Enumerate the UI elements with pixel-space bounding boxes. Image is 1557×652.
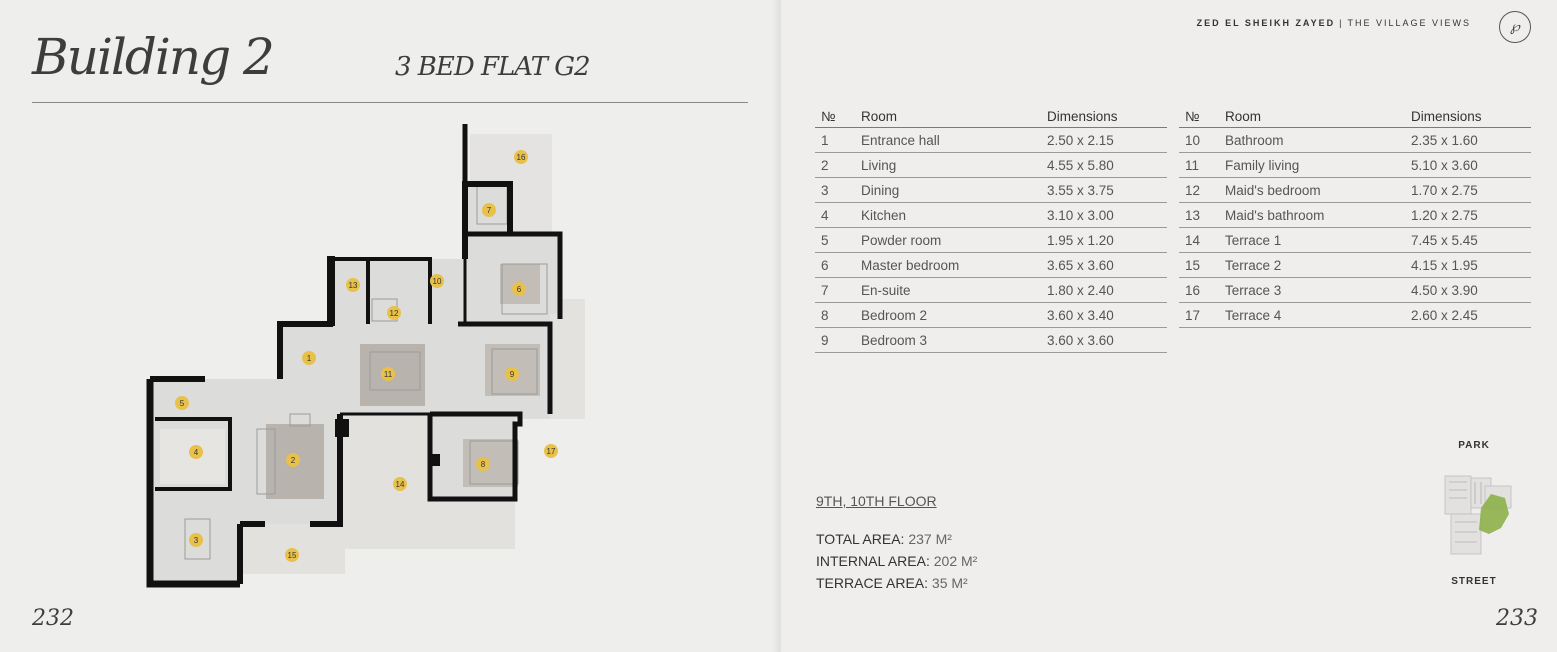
room-marker-8	[476, 457, 490, 471]
table-header-row	[1179, 104, 1531, 128]
svg-text:12: 12	[389, 309, 399, 318]
room-dimensions: 1.95 x 1.20	[1041, 228, 1167, 253]
page-title: Building 2	[32, 28, 273, 86]
room-name: Powder room	[855, 228, 1041, 253]
floor-label: 9TH, 10TH FLOOR	[816, 493, 937, 509]
room-number: 14	[1179, 228, 1219, 253]
room-dimensions: 1.20 x 2.75	[1405, 203, 1531, 228]
table-row	[815, 228, 1167, 253]
room-dimensions: 3.55 x 3.75	[1041, 178, 1167, 203]
svg-text:15: 15	[287, 551, 297, 560]
room-name: Family living	[1219, 153, 1405, 178]
room-name: Terrace 2	[1219, 253, 1405, 278]
table-row	[1179, 178, 1531, 203]
svg-text:16: 16	[516, 153, 526, 162]
room-marker-6	[512, 282, 526, 296]
table-row	[1179, 228, 1531, 253]
room-number: 2	[815, 153, 855, 178]
internal-area: INTERNAL AREA: 202 M²	[816, 553, 978, 569]
room-number: 8	[815, 303, 855, 328]
svg-text:4: 4	[193, 448, 199, 457]
svg-text:6: 6	[516, 285, 522, 294]
room-dimensions: 7.45 x 5.45	[1405, 228, 1531, 253]
room-name: Terrace 1	[1219, 228, 1405, 253]
flat-type-title: 3 BED FLAT G2	[395, 52, 590, 82]
room-marker-5	[175, 396, 189, 410]
svg-text:8: 8	[480, 460, 486, 469]
room-dimensions: 3.60 x 3.40	[1041, 303, 1167, 328]
room-marker-12	[387, 306, 401, 320]
svg-text:13: 13	[348, 281, 358, 290]
table-row	[1179, 203, 1531, 228]
room-dimensions: 3.65 x 3.60	[1041, 253, 1167, 278]
room-dimensions: 4.55 x 5.80	[1041, 153, 1167, 178]
room-dimensions: 2.35 x 1.60	[1405, 128, 1531, 153]
room-marker-2	[286, 453, 300, 467]
room-dimensions: 3.60 x 3.60	[1041, 328, 1167, 353]
room-dimensions: 2.60 x 2.45	[1405, 303, 1531, 328]
room-number: 1	[815, 128, 855, 153]
room-number: 4	[815, 203, 855, 228]
svg-text:3: 3	[193, 536, 199, 545]
room-number: 3	[815, 178, 855, 203]
room-marker-16	[514, 150, 528, 164]
brand-name: ZED EL SHEIKH ZAYED	[1196, 18, 1336, 28]
room-marker-17	[544, 444, 558, 458]
page-number-right: 233	[1496, 606, 1538, 631]
room-table-left	[815, 104, 1167, 353]
room-number: 6	[815, 253, 855, 278]
col-no: №	[815, 104, 855, 128]
room-name: Kitchen	[855, 203, 1041, 228]
right-page	[781, 0, 1557, 652]
col-dimensions: Dimensions	[1405, 104, 1531, 128]
table-row	[1179, 278, 1531, 303]
table-row	[815, 128, 1167, 153]
page-number-left: 232	[32, 606, 74, 631]
key-plan	[1431, 438, 1531, 588]
table-row	[1179, 153, 1531, 178]
room-dimensions: 5.10 x 3.60	[1405, 153, 1531, 178]
svg-text:2: 2	[290, 456, 296, 465]
room-number: 13	[1179, 203, 1219, 228]
svg-text:10: 10	[432, 277, 442, 286]
brand-header	[1197, 18, 1471, 28]
room-number: 17	[1179, 303, 1219, 328]
brand-separator: |	[1339, 18, 1344, 28]
svg-text:14: 14	[395, 480, 405, 489]
room-dimensions: 2.50 x 2.15	[1041, 128, 1167, 153]
room-marker-1	[302, 351, 316, 365]
table-row	[1179, 128, 1531, 153]
svg-text:7: 7	[486, 206, 492, 215]
svg-text:11: 11	[383, 370, 393, 379]
room-number: 10	[1179, 128, 1219, 153]
area-summary	[816, 528, 977, 594]
room-number: 15	[1179, 253, 1219, 278]
room-marker-4	[189, 445, 203, 459]
table-header-row	[815, 104, 1167, 128]
room-number: 7	[815, 278, 855, 303]
room-table-right	[1179, 104, 1531, 328]
table-row	[815, 278, 1167, 303]
col-room: Room	[1219, 104, 1405, 128]
room-name: Dining	[855, 178, 1041, 203]
table-row	[815, 203, 1167, 228]
room-number: 12	[1179, 178, 1219, 203]
title-divider	[32, 102, 748, 103]
total-area: TOTAL AREA: 237 M²	[816, 531, 952, 547]
room-marker-14	[393, 477, 407, 491]
room-marker-15	[285, 548, 299, 562]
brand-logo: ℘	[1499, 11, 1531, 43]
project-name: THE VILLAGE VIEWS	[1347, 18, 1471, 28]
room-marker-7	[482, 203, 496, 217]
svg-text:17: 17	[546, 447, 556, 456]
terrace-area: TERRACE AREA: 35 M²	[816, 575, 968, 591]
room-dimensions: 4.50 x 3.90	[1405, 278, 1531, 303]
room-name: Bathroom	[1219, 128, 1405, 153]
room-number: 11	[1179, 153, 1219, 178]
table-row	[815, 303, 1167, 328]
room-dimensions: 4.15 x 1.95	[1405, 253, 1531, 278]
room-dimensions: 1.80 x 2.40	[1041, 278, 1167, 303]
room-dimensions: 1.70 x 2.75	[1405, 178, 1531, 203]
svg-text:1: 1	[306, 354, 312, 363]
col-room: Room	[855, 104, 1041, 128]
room-dimensions: 3.10 x 3.00	[1041, 203, 1167, 228]
key-plan-park-label: PARK	[1458, 440, 1490, 451]
room-marker-11	[381, 367, 395, 381]
room-marker-13	[346, 278, 360, 292]
svg-text:9: 9	[509, 370, 515, 379]
room-name: Terrace 4	[1219, 303, 1405, 328]
room-name: Maid's bedroom	[1219, 178, 1405, 203]
room-name: Terrace 3	[1219, 278, 1405, 303]
room-name: Maid's bathroom	[1219, 203, 1405, 228]
table-row	[815, 153, 1167, 178]
room-name: Master bedroom	[855, 253, 1041, 278]
room-marker-10	[430, 274, 444, 288]
room-number: 9	[815, 328, 855, 353]
room-name: Bedroom 3	[855, 328, 1041, 353]
table-row	[815, 253, 1167, 278]
table-row	[815, 328, 1167, 353]
room-marker-9	[505, 367, 519, 381]
room-number: 5	[815, 228, 855, 253]
table-row	[1179, 253, 1531, 278]
room-name: Living	[855, 153, 1041, 178]
room-name: Bedroom 2	[855, 303, 1041, 328]
room-marker-3	[189, 533, 203, 547]
table-row	[815, 178, 1167, 203]
col-dimensions: Dimensions	[1041, 104, 1167, 128]
table-row	[1179, 303, 1531, 328]
col-no: №	[1179, 104, 1219, 128]
svg-text:5: 5	[179, 399, 185, 408]
key-plan-street-label: STREET	[1451, 576, 1497, 587]
room-name: Entrance hall	[855, 128, 1041, 153]
room-number: 16	[1179, 278, 1219, 303]
floor-plan	[140, 124, 600, 594]
room-name: En-suite	[855, 278, 1041, 303]
key-plan-map	[1439, 468, 1519, 563]
